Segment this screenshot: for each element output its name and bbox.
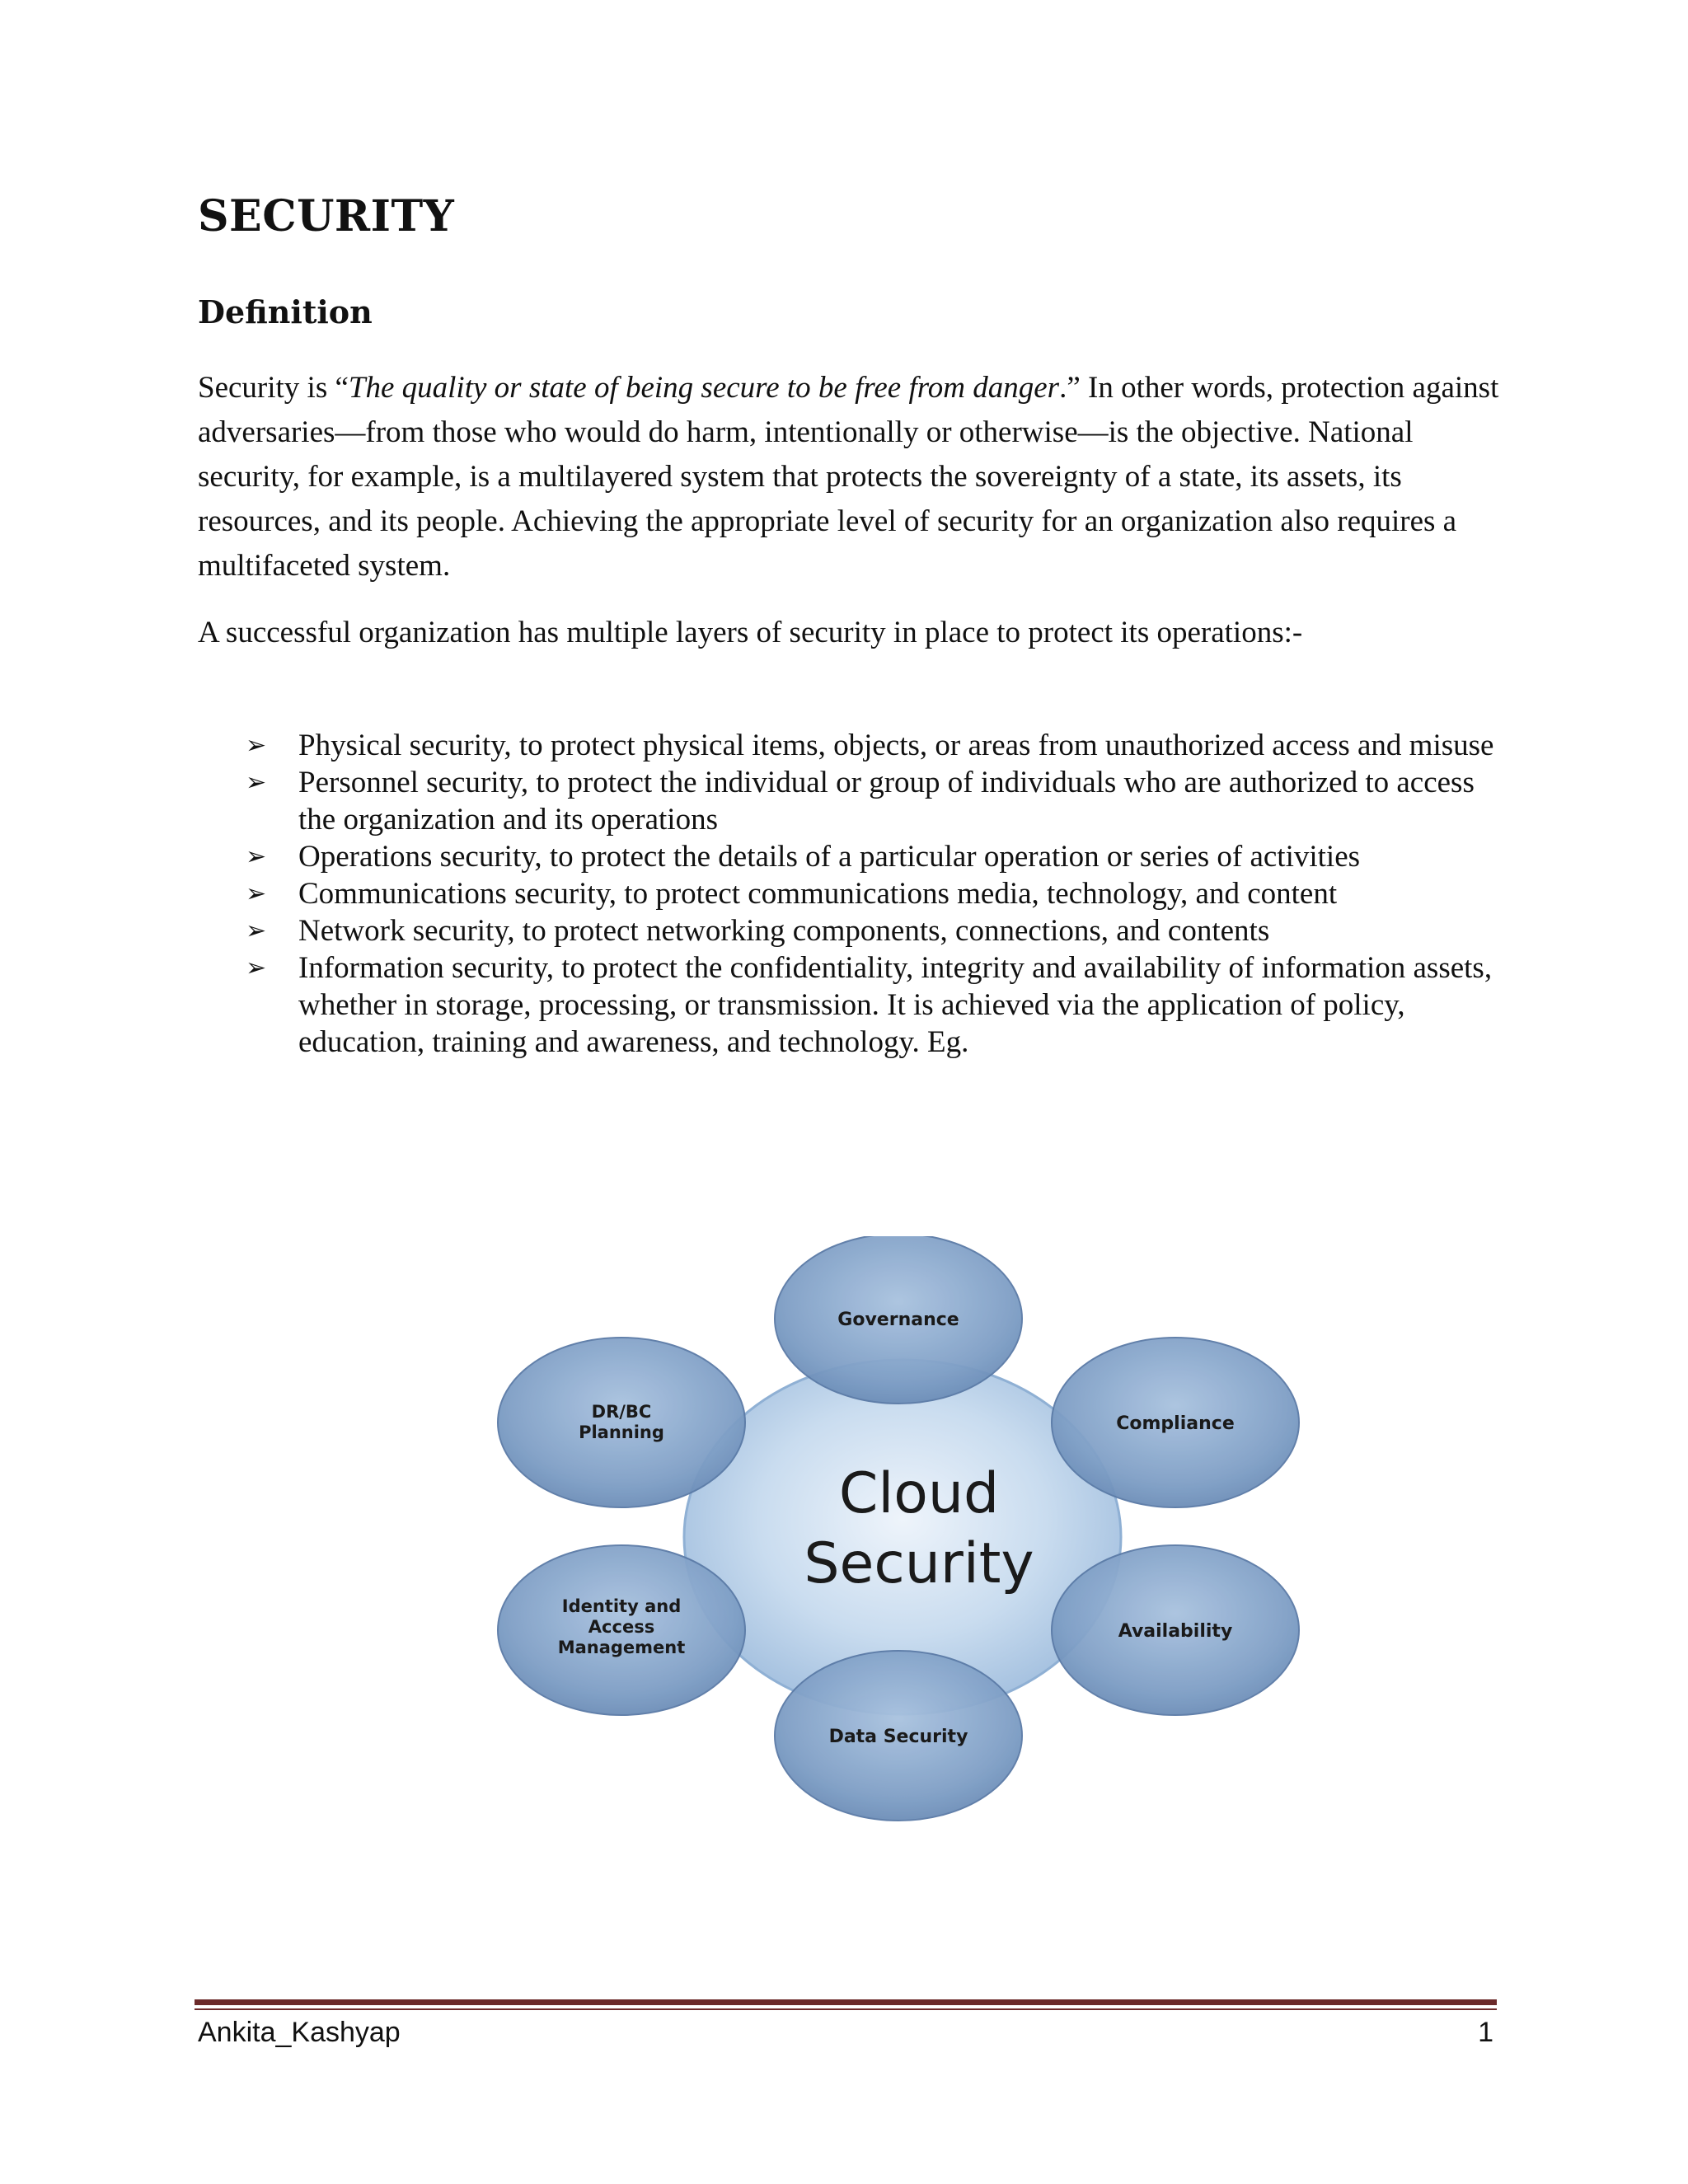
definition-quote: The quality or state of being secure to be free from danger [348, 371, 1060, 405]
drbc-label-line1: DR/BC [591, 1402, 652, 1422]
identity-label-line2: Access [588, 1617, 655, 1637]
identity-label-line1: Identity and [561, 1596, 682, 1616]
drbc-label-line2: Planning [579, 1422, 664, 1442]
availability-label: Availability [1118, 1621, 1233, 1642]
page-number: 1 [1478, 2017, 1493, 2048]
identity-label-line3: Management [557, 1638, 686, 1657]
data-security-label: Data Security [828, 1727, 968, 1747]
list-item-text: Personnel security, to protect the individual or group of individuals who are authorized to access the organization and its operations [298, 766, 1475, 837]
list-item-text: Information security, to protect the confidentiality, integrity and availability of information assets, whether in storage, processing, or transmission. It is achieved via the application of policy, education, training and awareness, and technology. Eg. [298, 951, 1493, 1059]
governance-label: Governance [837, 1310, 959, 1330]
arrow-bullet-icon: ➢ [246, 879, 267, 908]
page-title: SECURITY [198, 191, 455, 241]
center-label-line2: Security [804, 1531, 1034, 1596]
arrow-bullet-icon: ➢ [246, 768, 267, 797]
definition-paragraph [198, 366, 1500, 588]
layers-intro-paragraph: A successful organization has multiple layers of security in place to protect its operations:- [198, 616, 1303, 649]
arrow-bullet-icon: ➢ [246, 916, 267, 945]
list-item [246, 949, 1498, 1061]
list-item [246, 838, 1498, 875]
definition-lead: Security is “ [198, 371, 349, 405]
arrow-bullet-icon: ➢ [246, 842, 267, 871]
list-item [246, 912, 1498, 949]
center-label-line1: Cloud [838, 1461, 1000, 1526]
compliance-label: Compliance [1116, 1413, 1235, 1434]
list-item-text: Operations security, to protect the details of a particular operation or series of activities [298, 840, 1361, 874]
footer-divider-thin [195, 2008, 1497, 2010]
section-heading: Definition [198, 293, 373, 330]
definition-rest: .” In other words, protection against adversaries—from those who would do harm, intentionally or otherwise—is the objective. National security, for example, is a multilayered system that protects the sovereignty of a state, its assets, its resources, and its people. Achieving the appropriate level of security for an organization also requires a multifaceted system. [198, 371, 1499, 583]
security-layers-list [246, 727, 1498, 1061]
footer-divider [195, 1999, 1497, 2005]
arrow-bullet-icon: ➢ [246, 731, 267, 760]
cloud-security-diagram [486, 1236, 1319, 1830]
list-item-text: Physical security, to protect physical items, objects, or areas from unauthorized access and misuse [298, 729, 1494, 762]
list-item-text: Communications security, to protect communications media, technology, and content [298, 877, 1338, 911]
arrow-bullet-icon: ➢ [246, 954, 267, 982]
list-item [246, 875, 1498, 912]
list-item [246, 727, 1498, 764]
list-item-text: Network security, to protect networking components, connections, and contents [298, 914, 1270, 948]
list-item [246, 764, 1498, 838]
footer-author: Ankita_Kashyap [198, 2017, 401, 2048]
